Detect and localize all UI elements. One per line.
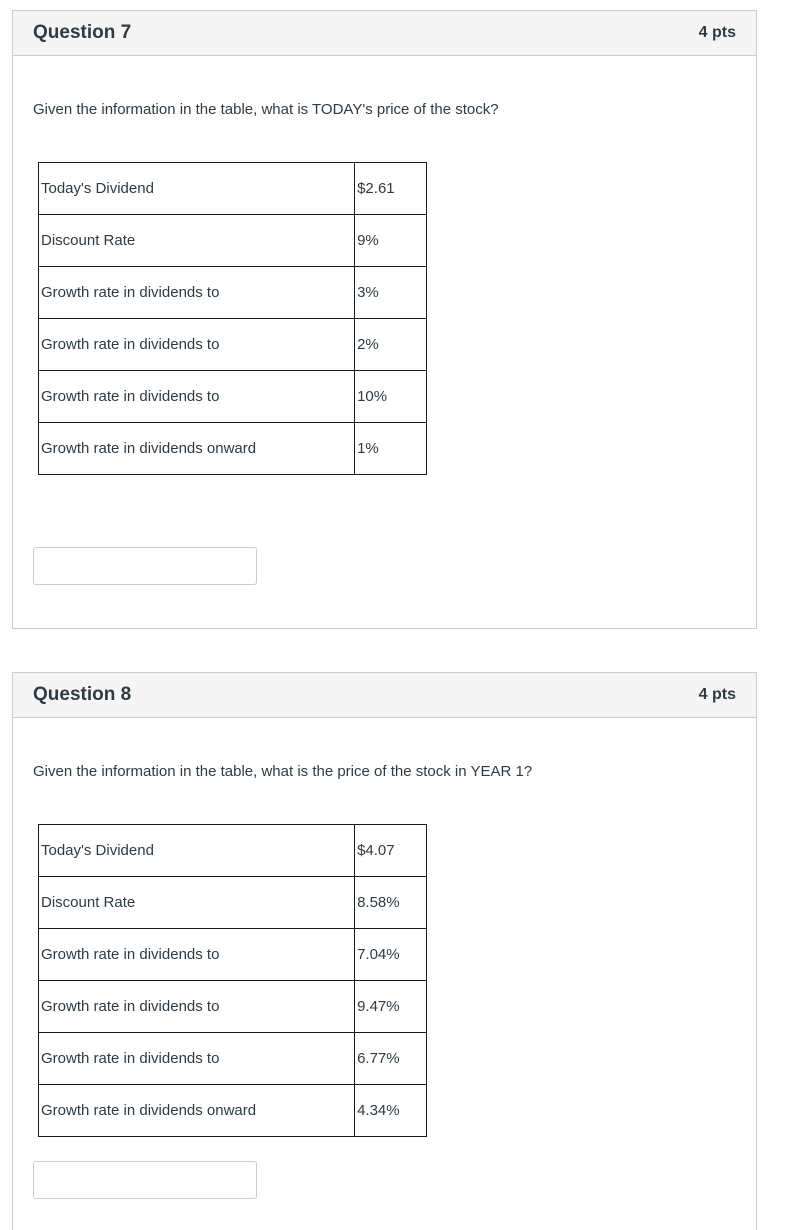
chevron-right-icon[interactable] xyxy=(0,27,6,37)
row-value: 9.47% xyxy=(355,981,427,1033)
row-value: 1% xyxy=(355,423,427,475)
row-label: Growth rate in dividends to xyxy=(39,929,355,981)
chevron-right-icon[interactable] xyxy=(0,689,6,699)
question-8 xyxy=(12,672,757,1230)
answer-input[interactable] xyxy=(33,547,257,585)
row-label: Growth rate in dividends onward xyxy=(39,1085,355,1137)
question-body xyxy=(13,100,756,585)
table-row xyxy=(39,1085,427,1137)
row-value: 8.58% xyxy=(355,877,427,929)
question-header xyxy=(13,11,756,56)
row-label: Growth rate in dividends onward xyxy=(39,423,355,475)
table-row xyxy=(39,319,427,371)
row-value: 10% xyxy=(355,371,427,423)
question-prompt: Given the information in the table, what is TODAY's price of the stock? xyxy=(33,101,499,118)
row-label: Today's Dividend xyxy=(39,163,355,215)
question-body xyxy=(13,762,756,1199)
row-label: Growth rate in dividends to xyxy=(39,981,355,1033)
row-label: Discount Rate xyxy=(39,877,355,929)
table-row xyxy=(39,929,427,981)
row-value: 9% xyxy=(355,215,427,267)
table-row xyxy=(39,825,427,877)
row-value: 2% xyxy=(355,319,427,371)
table-row xyxy=(39,423,427,475)
table-row xyxy=(39,215,427,267)
row-value: 4.34% xyxy=(355,1085,427,1137)
row-value: $2.61 xyxy=(355,163,427,215)
row-value: $4.07 xyxy=(355,825,427,877)
row-label: Growth rate in dividends to xyxy=(39,319,355,371)
row-label: Today's Dividend xyxy=(39,825,355,877)
row-label: Growth rate in dividends to xyxy=(39,371,355,423)
row-value: 6.77% xyxy=(355,1033,427,1085)
question-points: 4 pts xyxy=(698,24,736,41)
row-value: 3% xyxy=(355,267,427,319)
question-points: 4 pts xyxy=(698,686,736,703)
answer-input[interactable] xyxy=(33,1161,257,1199)
row-label: Discount Rate xyxy=(39,215,355,267)
info-table xyxy=(38,824,427,1137)
question-header xyxy=(13,673,756,718)
table-row xyxy=(39,877,427,929)
table-row xyxy=(39,371,427,423)
question-title: Question 8 xyxy=(33,684,132,705)
table-row xyxy=(39,267,427,319)
row-label: Growth rate in dividends to xyxy=(39,267,355,319)
table-row xyxy=(39,163,427,215)
question-7 xyxy=(12,10,757,629)
question-title: Question 7 xyxy=(33,22,132,43)
row-value: 7.04% xyxy=(355,929,427,981)
table-row xyxy=(39,981,427,1033)
table-row xyxy=(39,1033,427,1085)
info-table xyxy=(38,162,427,475)
question-prompt: Given the information in the table, what is the price of the stock in YEAR 1? xyxy=(33,763,533,780)
row-label: Growth rate in dividends to xyxy=(39,1033,355,1085)
